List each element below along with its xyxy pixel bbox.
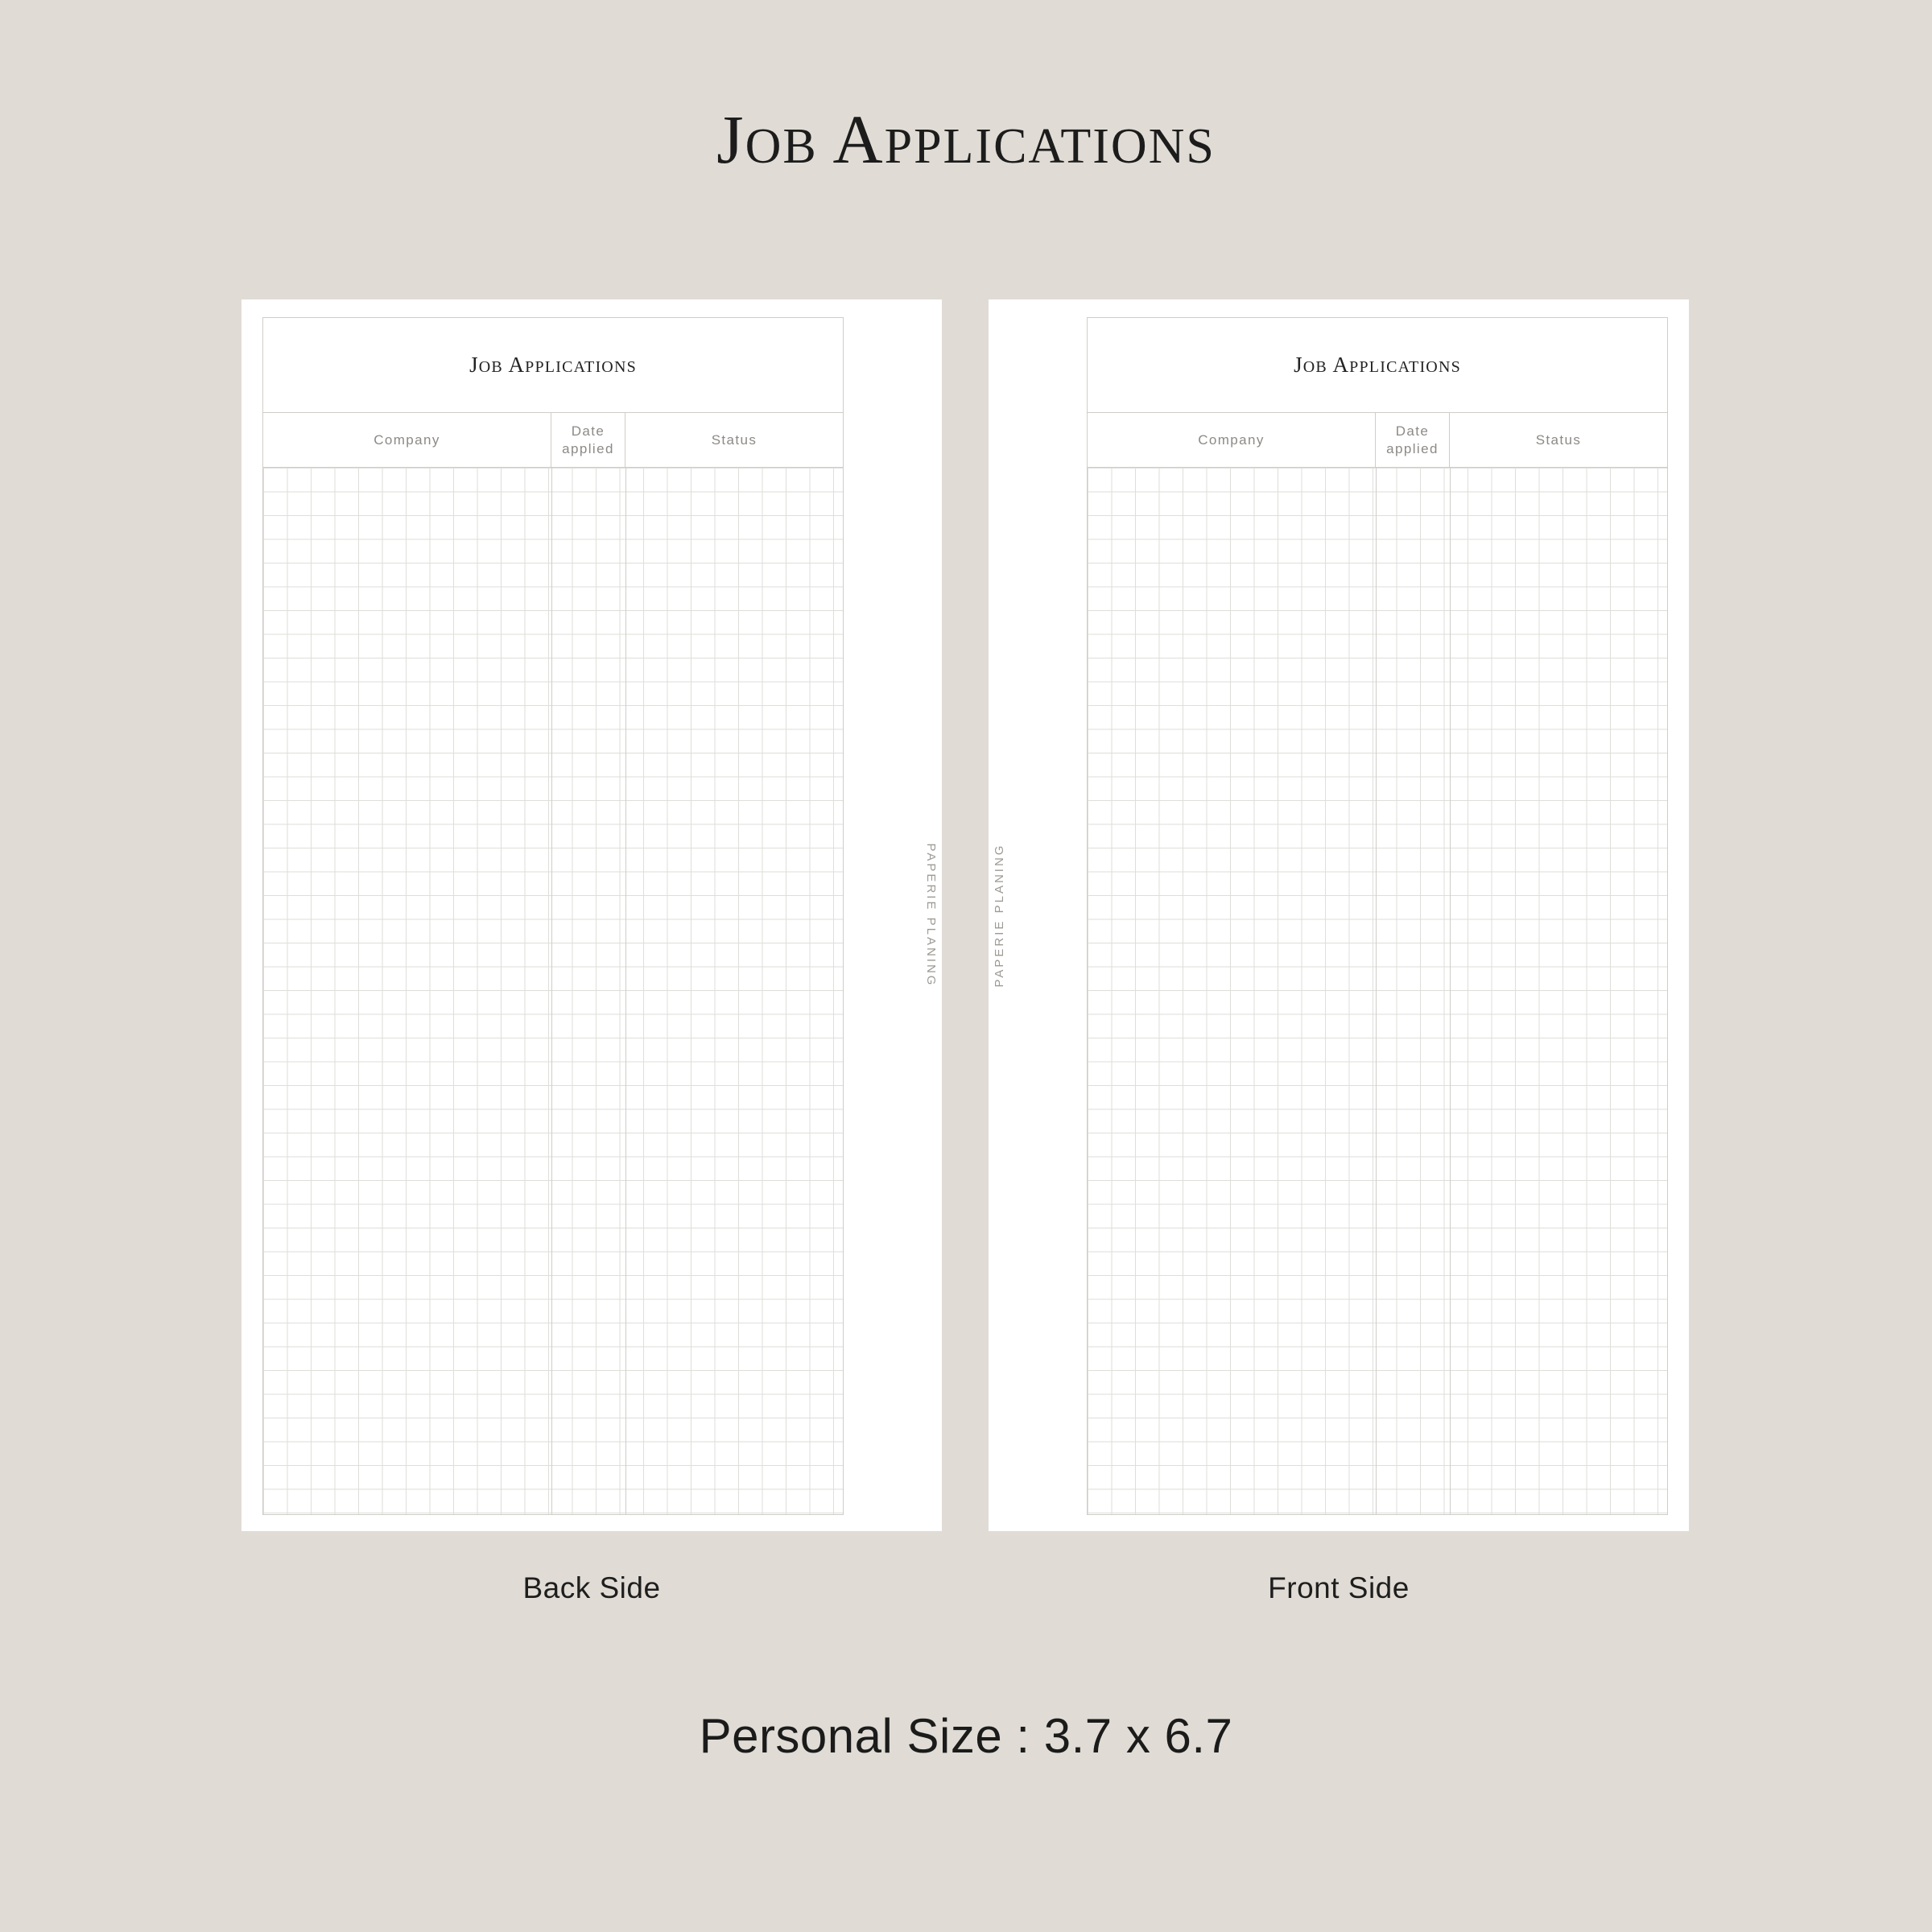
column-header-status-front: Status — [1535, 431, 1582, 448]
watermark-front: PAPERIE PLANING — [992, 843, 1006, 988]
column-header-company-back: Company — [263, 413, 551, 467]
card-title-front — [1088, 318, 1667, 413]
card-title-text-front: JOB APPLICATIONS — [1294, 353, 1461, 377]
printable-card-front — [1087, 317, 1668, 1515]
column-header-status-back: Status — [711, 431, 758, 448]
printable-card-back — [262, 317, 844, 1515]
watermark-back: PAPERIE PLANING — [924, 843, 939, 988]
size-label: Personal Size : 3.7 x 6.7 — [699, 1709, 1233, 1763]
column-header-date-applied-front: Date applied — [1376, 413, 1450, 467]
column-divider-date-status-front — [1450, 468, 1451, 1514]
column-header-date-applied-back: Date applied — [551, 413, 625, 467]
sheet-preview-back[interactable] — [242, 299, 942, 1604]
column-divider-company-date-back — [551, 468, 552, 1514]
paper-front — [989, 299, 1689, 1531]
sheet-caption-front: Front Side — [1268, 1571, 1410, 1604]
page-title-text: JOB APPLICATIONS — [716, 101, 1216, 178]
grid-rows-front[interactable] — [1088, 468, 1667, 1514]
table-header-front — [1088, 413, 1667, 468]
paper-back — [242, 299, 942, 1531]
sheet-previews — [0, 299, 1932, 1604]
card-title-back — [263, 318, 843, 413]
column-divider-date-status-back — [625, 468, 626, 1514]
sheet-caption-back: Back Side — [522, 1571, 661, 1604]
column-header-company-front: Company — [1088, 413, 1376, 467]
card-title-text-back: JOB APPLICATIONS — [469, 353, 637, 377]
page-title — [0, 101, 1932, 178]
table-header-back — [263, 413, 843, 468]
sheet-preview-front[interactable] — [989, 299, 1689, 1604]
column-divider-company-date-front — [1376, 468, 1377, 1514]
grid-rows-back[interactable] — [263, 468, 843, 1514]
